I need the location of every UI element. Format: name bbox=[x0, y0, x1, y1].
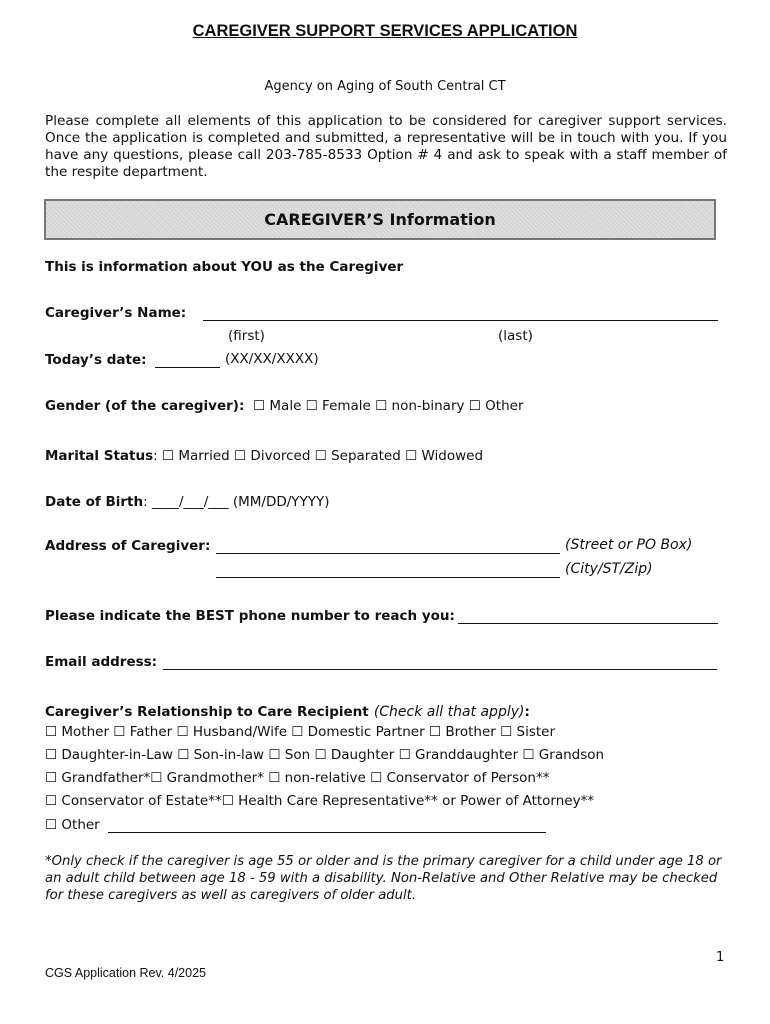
relationship-other-field[interactable] bbox=[108, 832, 546, 833]
email-label: Email address: bbox=[45, 654, 158, 670]
dob-field[interactable]: : ____/___/___ (MM/DD/YYYY) bbox=[143, 494, 330, 510]
relationship-row-3[interactable]: ☐ Grandfather*☐ Grandmother* ☐ non-relative ☐ Conservator of Person** bbox=[45, 770, 550, 786]
agency-name: Agency on Aging of South Central CT bbox=[264, 79, 506, 94]
last-name-hint: (last) bbox=[498, 328, 533, 344]
relationship-label: Caregiver’s Relationship to Care Recipient bbox=[45, 704, 369, 720]
relationship-row-4[interactable]: ☐ Conservator of Estate**☐ Health Care Representative** or Power of Attorney** bbox=[45, 793, 595, 809]
street-hint: (Street or PO Box) bbox=[565, 537, 693, 553]
dob-row bbox=[45, 491, 330, 510]
city-hint: (City/ST/Zip) bbox=[565, 561, 653, 577]
page-number: 1 bbox=[716, 950, 725, 965]
relationship-other-checkbox[interactable]: ☐ Other bbox=[45, 817, 100, 833]
marital-status-options[interactable]: : ☐ Married ☐ Divorced ☐ Separated ☐ Widowed bbox=[153, 448, 484, 464]
form-title: CAREGIVER SUPPORT SERVICES APPLICATION bbox=[192, 22, 578, 40]
gender-options[interactable]: ☐ Male ☐ Female ☐ non-binary ☐ Other bbox=[253, 398, 524, 414]
dob-label: Date of Birth bbox=[45, 494, 144, 510]
intro-paragraph bbox=[45, 113, 727, 181]
marital-status-row bbox=[45, 445, 483, 464]
relationship-row-2[interactable]: ☐ Daughter-in-Law ☐ Son-in-law ☐ Son ☐ Daughter ☐ Granddaughter ☐ Grandson bbox=[45, 747, 605, 763]
city-field[interactable] bbox=[216, 577, 560, 578]
email-field[interactable] bbox=[163, 669, 717, 670]
todays-date-format: (XX/XX/XXXX) bbox=[225, 351, 319, 367]
section-banner bbox=[44, 199, 716, 240]
street-field[interactable] bbox=[216, 553, 560, 554]
todays-date-field[interactable] bbox=[155, 367, 220, 368]
relationship-hint: (Check all that apply) bbox=[373, 704, 525, 720]
address-label: Address of Caregiver: bbox=[45, 538, 211, 554]
section-banner-label: CAREGIVER’S Information bbox=[264, 210, 496, 229]
todays-date-label: Today’s date: bbox=[45, 352, 147, 368]
intro-text: Please complete all elements of this application to be considered for caregiver support services. Once the application is completed and submitted, a representative will be in touch with you. If you have any questions, please call 203-785-8533 Option # 4 and ask to speak with a staff member of the respite department. bbox=[45, 113, 727, 180]
first-name-hint: (first) bbox=[228, 328, 265, 344]
marital-status-label: Marital Status bbox=[45, 448, 154, 464]
phone-field[interactable] bbox=[458, 623, 718, 624]
phone-label: Please indicate the BEST phone number to reach you: bbox=[45, 608, 455, 624]
caregiver-name-label: Caregiver’s Name: bbox=[45, 305, 187, 321]
footnote: *Only check if the caregiver is age 55 or older and is the primary caregiver for a child under age 18 or an adult child between age 18 - 59 with a disability. Non-Relative and Other Relative may be checked for these caregivers as well as caregivers of older adult. bbox=[45, 854, 722, 903]
gender-label: Gender (of the caregiver): bbox=[45, 398, 245, 414]
subheading: This is information about YOU as the Caregiver bbox=[45, 259, 404, 275]
footer-revision: CGS Application Rev. 4/2025 bbox=[45, 966, 206, 980]
relationship-colon: : bbox=[524, 704, 530, 720]
relationship-row-1[interactable]: ☐ Mother ☐ Father ☐ Husband/Wife ☐ Domestic Partner ☐ Brother ☐ Sister bbox=[45, 724, 556, 740]
caregiver-name-field[interactable] bbox=[203, 320, 718, 321]
relationship-heading bbox=[45, 701, 530, 720]
